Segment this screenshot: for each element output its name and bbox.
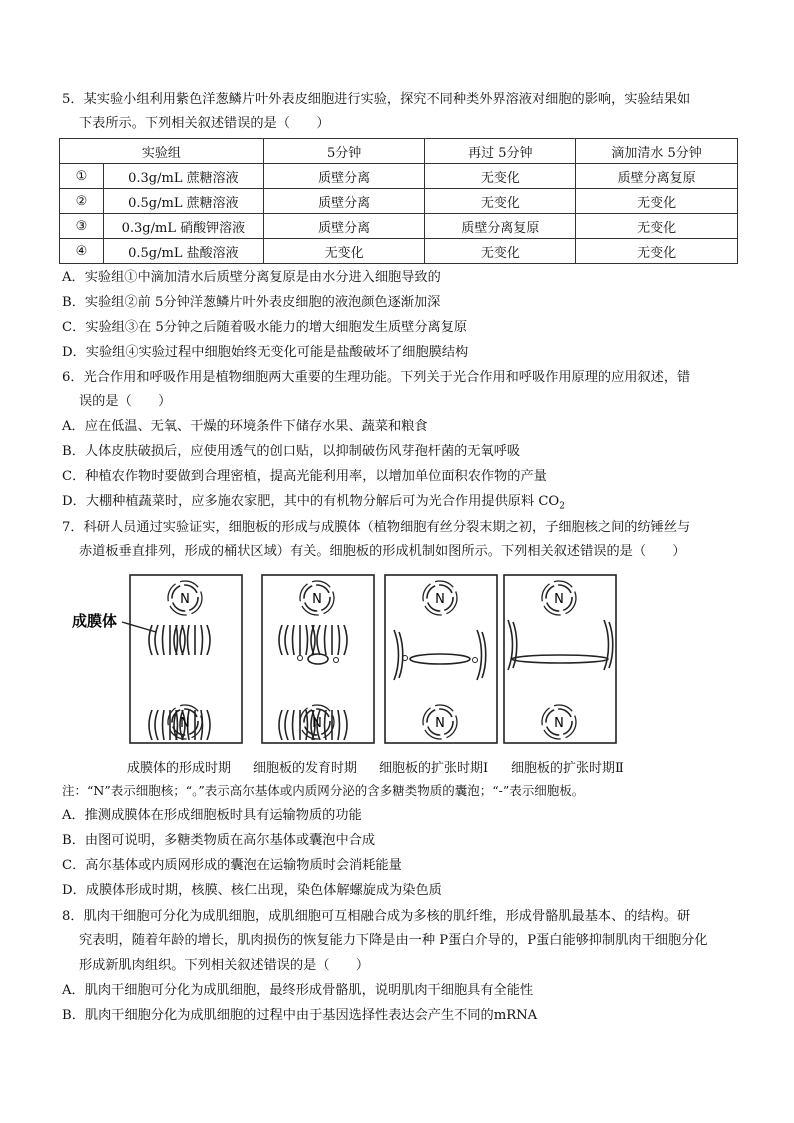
nucleus-label: N	[435, 592, 445, 607]
figure-caption: 细胞板的扩张时期Ⅰ	[379, 761, 489, 776]
q6-stem-line2: 误的是（ ）	[79, 394, 172, 409]
table-header-row	[60, 139, 738, 164]
nucleus-label: N	[435, 716, 445, 731]
nucleus-label: N	[312, 592, 322, 607]
table-cell: 无变化	[425, 239, 576, 264]
q6-stem-line1: 6．光合作用和呼吸作用是植物细胞两大重要的生理功能。下列关于光合作用和呼吸作用原理的应用叙述，错	[62, 370, 691, 385]
q5-option-a: A．实验组①中滴加清水后质壁分离复原是由水分进入细胞导致的	[62, 270, 441, 285]
q8-stem-line2: 究表明，随着年龄的增长，肌肉损伤的恢复能力下降是由一种 P蛋白介导的，P蛋白能够抑制肌肉干细胞分化	[79, 933, 708, 948]
table-cell: ③	[60, 214, 104, 239]
q7-stem-line2: 赤道板垂直排列，形成的桶状区域）有关。细胞板的形成机制如图所示。下列相关叙述错误的是（ ）	[79, 544, 686, 559]
q7-stem-line1: 7．科研人员通过实验证实，细胞板的形成与成膜体（植物细胞有丝分裂末期之初，子细胞核之间的纺锤丝与	[62, 520, 691, 535]
table-header-cell: 滴加清水 5分钟	[576, 139, 738, 164]
table-cell: 0.5g/mL 蔗糖溶液	[103, 189, 263, 214]
table-cell: 质壁分离	[263, 164, 425, 189]
table-cell: 无变化	[576, 189, 738, 214]
q7-option-c: C．高尔基体或内质网形成的囊泡在运输物质时会消耗能量	[62, 858, 402, 873]
table-cell: 质壁分离	[263, 189, 425, 214]
table-cell: 无变化	[425, 189, 576, 214]
q6-option-d	[62, 492, 565, 517]
membrane-body-label: 成膜体	[72, 612, 118, 630]
q6-option-b: B．人体皮肤破损后，应使用透气的创口贴，以抑制破伤风芽孢杆菌的无氧呼吸	[62, 444, 521, 459]
table-row	[60, 239, 738, 264]
q7-option-d: D．成膜体形成时期，核膜、核仁出现，染色体解螺旋成为染色质	[62, 883, 442, 898]
q6-option-a: A．应在低温、无氧、干燥的环境条件下储存水果、蔬菜和粮食	[62, 419, 428, 434]
figure-caption: 成膜体的形成时期	[127, 761, 232, 776]
q5-option-b: B．实验组②前 5分钟洋葱鳞片叶外表皮细胞的液泡颜色逐渐加深	[62, 295, 441, 310]
co2-subscript: 2	[559, 501, 565, 512]
nucleus-label: N	[554, 592, 564, 607]
table-header-cell: 再过 5分钟	[425, 139, 576, 164]
table-header-cell: 5分钟	[263, 139, 425, 164]
q8-stem-line1: 8．肌肉干细胞可分化为成肌细胞，成肌细胞可互相融合成为多核的肌纤维，形成骨骼肌最基本、的结构。研	[62, 909, 691, 924]
table-cell: ④	[60, 239, 104, 264]
table-cell: ②	[60, 189, 104, 214]
figure-caption: 细胞板的扩张时期Ⅱ	[511, 761, 624, 776]
table-header-cell: 实验组	[60, 139, 264, 164]
q5-option-c: C．实验组③在 5分钟之后随着吸水能力的增大细胞发生质壁分离复原	[62, 320, 468, 335]
table-cell: 质壁分离	[263, 214, 425, 239]
table-cell: 质壁分离复原	[425, 214, 576, 239]
table-cell: 0.3g/mL 硝酸钾溶液	[103, 214, 263, 239]
table-cell: ①	[60, 164, 104, 189]
table-cell: 质壁分离复原	[576, 164, 738, 189]
nucleus-label: N	[554, 716, 564, 731]
table-row	[60, 164, 738, 189]
table-cell: 无变化	[576, 239, 738, 264]
q5-results-table	[59, 138, 738, 264]
table-row	[60, 214, 738, 239]
table-cell: 0.5g/mL 盐酸溶液	[103, 239, 263, 264]
nucleus-label: N	[180, 716, 190, 731]
panel-cell-plate-expansion-2	[504, 575, 616, 743]
q5-option-d: D．实验组④实验过程中细胞始终无变化可能是盐酸破坏了细胞膜结构	[62, 345, 469, 360]
q7-option-a: A．推测成膜体在形成细胞板时具有运输物质的功能	[62, 808, 362, 823]
q8-option-b: B．肌肉干细胞分化为成肌细胞的过程中由于基因选择性表达会产生不同的mRNA	[62, 1008, 538, 1023]
q8-option-a: A．肌肉干细胞可分化为成肌细胞，最终形成骨骼肌，说明肌肉干细胞具有全能性	[62, 983, 534, 998]
table-row	[60, 189, 738, 214]
figure-caption: 细胞板的发育时期	[253, 761, 358, 776]
table-cell: 无变化	[425, 164, 576, 189]
panel-cell-plate-development	[262, 575, 374, 743]
q6-option-c: C．种植农作物时要做到合理密植，提高光能利用率，以增加单位面积农作物的产量	[62, 469, 547, 484]
q5-stem-line1: 5．某实验小组利用紫色洋葱鳞片叶外表皮细胞进行实验，探究不同种类外界溶液对细胞的影响，实验结果如	[62, 92, 691, 107]
cell-plate-figure	[72, 570, 632, 750]
q7-option-b: B．由图可说明，多糖类物质在高尔基体或囊泡中合成	[62, 833, 376, 848]
nucleus-label: N	[312, 716, 322, 731]
nucleus-label: N	[180, 592, 190, 607]
q5-stem-line2: 下表所示。下列相关叙述错误的是（ ）	[79, 116, 330, 131]
panel-membrane-body-formation	[130, 575, 242, 743]
q7-note: 注：“N”表示细胞核；“。”表示高尔基体或内质网分泌的含多糖类物质的囊泡；“-”表示细胞板。	[62, 783, 585, 798]
table-cell: 无变化	[263, 239, 425, 264]
q8-stem-line3: 形成新肌肉组织。下列相关叙述错误的是（ ）	[79, 958, 370, 973]
panel-cell-plate-expansion-1	[385, 575, 497, 743]
q6-option-d-text: D．大棚种植蔬菜时，应多施农家肥，其中的有机物分解后可为光合作用提供原料 CO	[62, 494, 560, 509]
table-cell: 0.3g/mL 蔗糖溶液	[103, 164, 263, 189]
table-cell: 无变化	[576, 214, 738, 239]
